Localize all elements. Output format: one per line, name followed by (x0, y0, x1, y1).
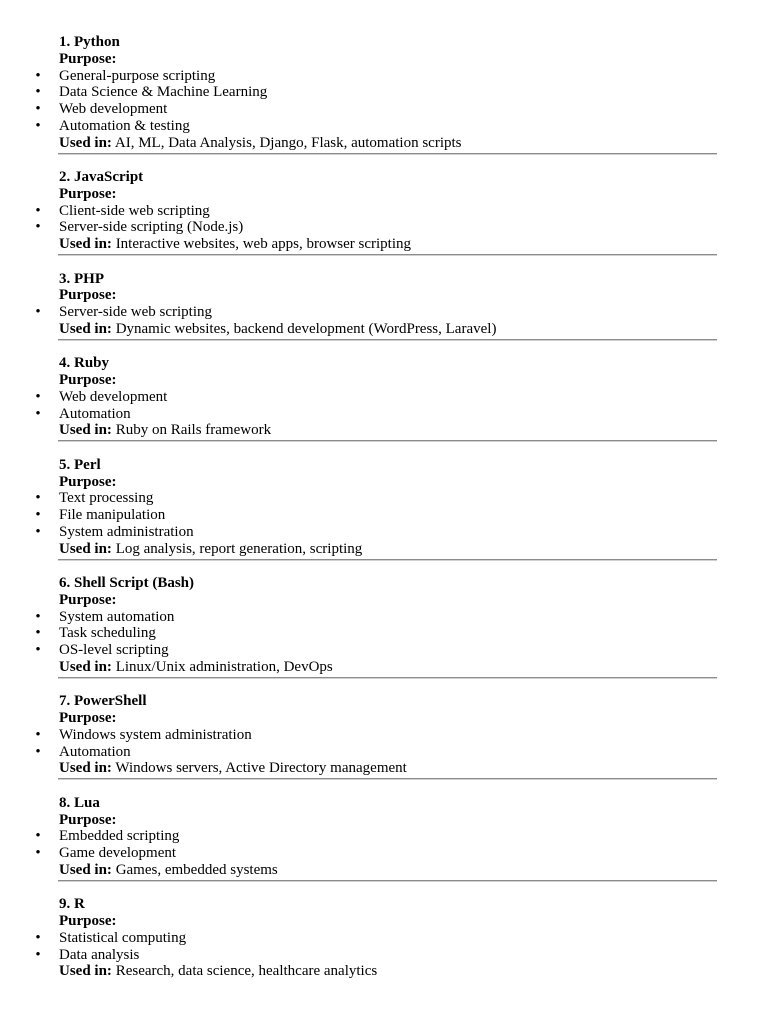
used-in-value: Linux/Unix administration, DevOps (115, 659, 333, 675)
purpose-item-text: Data analysis (59, 946, 140, 963)
used-in-line (0, 760, 768, 777)
language-section (0, 355, 768, 442)
section-title: 8. Lua (59, 794, 100, 811)
bullet-icon: • (35, 507, 41, 524)
purpose-item (0, 490, 768, 507)
purpose-label: Purpose: (59, 591, 117, 608)
language-section (0, 457, 768, 561)
purpose-label: Purpose: (59, 811, 117, 828)
purpose-item-text: Server-side web scripting (59, 304, 212, 321)
used-in-label: Used in: (59, 540, 112, 557)
used-in-label: Used in: (59, 760, 112, 777)
purpose-item-text: Automation & testing (59, 117, 190, 134)
purpose-item (0, 389, 768, 406)
bullet-icon: • (35, 743, 41, 760)
section-divider (58, 559, 717, 561)
language-section (0, 795, 768, 882)
purpose-item-text: Web development (59, 101, 168, 118)
bullet-icon: • (35, 101, 41, 118)
purpose-item-text: System administration (59, 523, 194, 540)
language-section (0, 896, 768, 980)
purpose-item-text: File manipulation (59, 507, 166, 524)
purpose-item-text: Data Science & Machine Learning (59, 84, 268, 101)
section-divider (58, 339, 717, 341)
purpose-item (0, 609, 768, 626)
section-divider (58, 440, 717, 442)
bullet-icon: • (35, 202, 41, 219)
language-section (0, 693, 768, 780)
bullet-icon: • (35, 304, 41, 321)
purpose-item (0, 203, 768, 220)
section-title: 1. Python (59, 34, 120, 50)
used-in-label: Used in: (59, 659, 112, 675)
bullet-icon: • (35, 625, 41, 642)
bullet-icon: • (35, 490, 41, 507)
purpose-item (0, 304, 768, 321)
purpose-item-text: System automation (59, 608, 175, 625)
used-in-label: Used in: (59, 320, 112, 337)
used-in-label: Used in: (59, 422, 112, 439)
used-in-value: Log analysis, report generation, scripting (115, 540, 363, 557)
bullet-icon: • (35, 388, 41, 405)
used-in-line (0, 321, 768, 338)
language-section (0, 34, 768, 155)
section-title: 5. Perl (59, 456, 101, 473)
used-in-line (0, 659, 768, 676)
bullet-icon: • (35, 84, 41, 101)
bullet-icon: • (35, 726, 41, 743)
used-in-line (0, 541, 768, 558)
purpose-item (0, 947, 768, 964)
purpose-item (0, 101, 768, 118)
purpose-item-text: Client-side web scripting (59, 202, 210, 219)
purpose-label: Purpose: (59, 372, 117, 389)
section-title: 9. R (59, 896, 85, 913)
used-in-label: Used in: (59, 963, 112, 980)
purpose-item (0, 930, 768, 947)
purpose-label: Purpose: (59, 287, 117, 304)
purpose-item (0, 118, 768, 135)
section-title: 6. Shell Script (Bash) (59, 575, 195, 592)
purpose-item (0, 744, 768, 761)
used-in-line (0, 862, 768, 879)
purpose-label: Purpose: (59, 50, 117, 67)
used-in-line (0, 236, 768, 253)
bullet-icon: • (35, 929, 41, 946)
section-title: 7. PowerShell (59, 693, 147, 710)
purpose-label: Purpose: (59, 710, 117, 727)
section-divider (58, 880, 717, 882)
purpose-item-text: Embedded scripting (59, 828, 180, 845)
language-section (0, 271, 768, 341)
bullet-icon: • (35, 523, 41, 540)
section-divider (58, 778, 717, 780)
purpose-item-text: Text processing (59, 490, 154, 507)
section-divider (58, 677, 717, 679)
used-in-value: Games, embedded systems (115, 861, 278, 878)
purpose-item (0, 524, 768, 541)
purpose-item-text: Automation (59, 405, 131, 422)
language-section (0, 575, 768, 679)
purpose-item (0, 219, 768, 236)
used-in-value: Research, data science, healthcare analytics (115, 963, 378, 980)
purpose-item-text: Statistical computing (59, 929, 187, 946)
purpose-item-text: Server-side scripting (Node.js) (59, 219, 244, 236)
used-in-value: Interactive websites, web apps, browser scripting (115, 236, 412, 253)
purpose-item (0, 406, 768, 423)
used-in-label: Used in: (59, 134, 112, 151)
purpose-item-text: Windows system administration (59, 726, 252, 743)
used-in-label: Used in: (59, 236, 112, 253)
purpose-item-text: General-purpose scripting (59, 67, 216, 84)
purpose-item-text: Web development (59, 388, 168, 405)
used-in-line (0, 963, 768, 980)
used-in-label: Used in: (59, 861, 112, 878)
purpose-label: Purpose: (59, 473, 117, 490)
bullet-icon: • (35, 946, 41, 963)
purpose-label: Purpose: (59, 913, 117, 930)
bullet-icon: • (35, 642, 41, 659)
bullet-icon: • (35, 828, 41, 845)
used-in-value: Dynamic websites, backend development (WordPress, Laravel) (115, 320, 497, 337)
bullet-icon: • (35, 845, 41, 862)
purpose-item (0, 828, 768, 845)
purpose-item (0, 68, 768, 85)
purpose-item-text: Task scheduling (59, 625, 156, 642)
bullet-icon: • (35, 117, 41, 134)
used-in-value: Ruby on Rails framework (115, 422, 272, 439)
purpose-item-text: Game development (59, 845, 177, 862)
purpose-item-text: Automation (59, 743, 131, 760)
section-title: 3. PHP (59, 270, 104, 287)
purpose-label: Purpose: (59, 185, 117, 202)
section-title: 4. Ruby (59, 355, 110, 372)
section-divider (58, 153, 717, 155)
purpose-item (0, 727, 768, 744)
used-in-line (0, 422, 768, 439)
bullet-icon: • (35, 405, 41, 422)
purpose-item-text: OS-level scripting (59, 642, 169, 659)
bullet-icon: • (35, 608, 41, 625)
document (0, 34, 768, 980)
used-in-value: Windows servers, Active Directory management (115, 760, 407, 777)
used-in-value: AI, ML, Data Analysis, Django, Flask, automation scripts (114, 134, 462, 151)
used-in-line (0, 135, 768, 152)
section-divider (58, 254, 717, 256)
bullet-icon: • (35, 67, 41, 84)
purpose-item (0, 84, 768, 101)
purpose-item (0, 642, 768, 659)
purpose-item (0, 845, 768, 862)
bullet-icon: • (35, 219, 41, 236)
section-title: 2. JavaScript (59, 169, 144, 186)
purpose-item (0, 507, 768, 524)
language-section (0, 169, 768, 256)
purpose-item (0, 625, 768, 642)
